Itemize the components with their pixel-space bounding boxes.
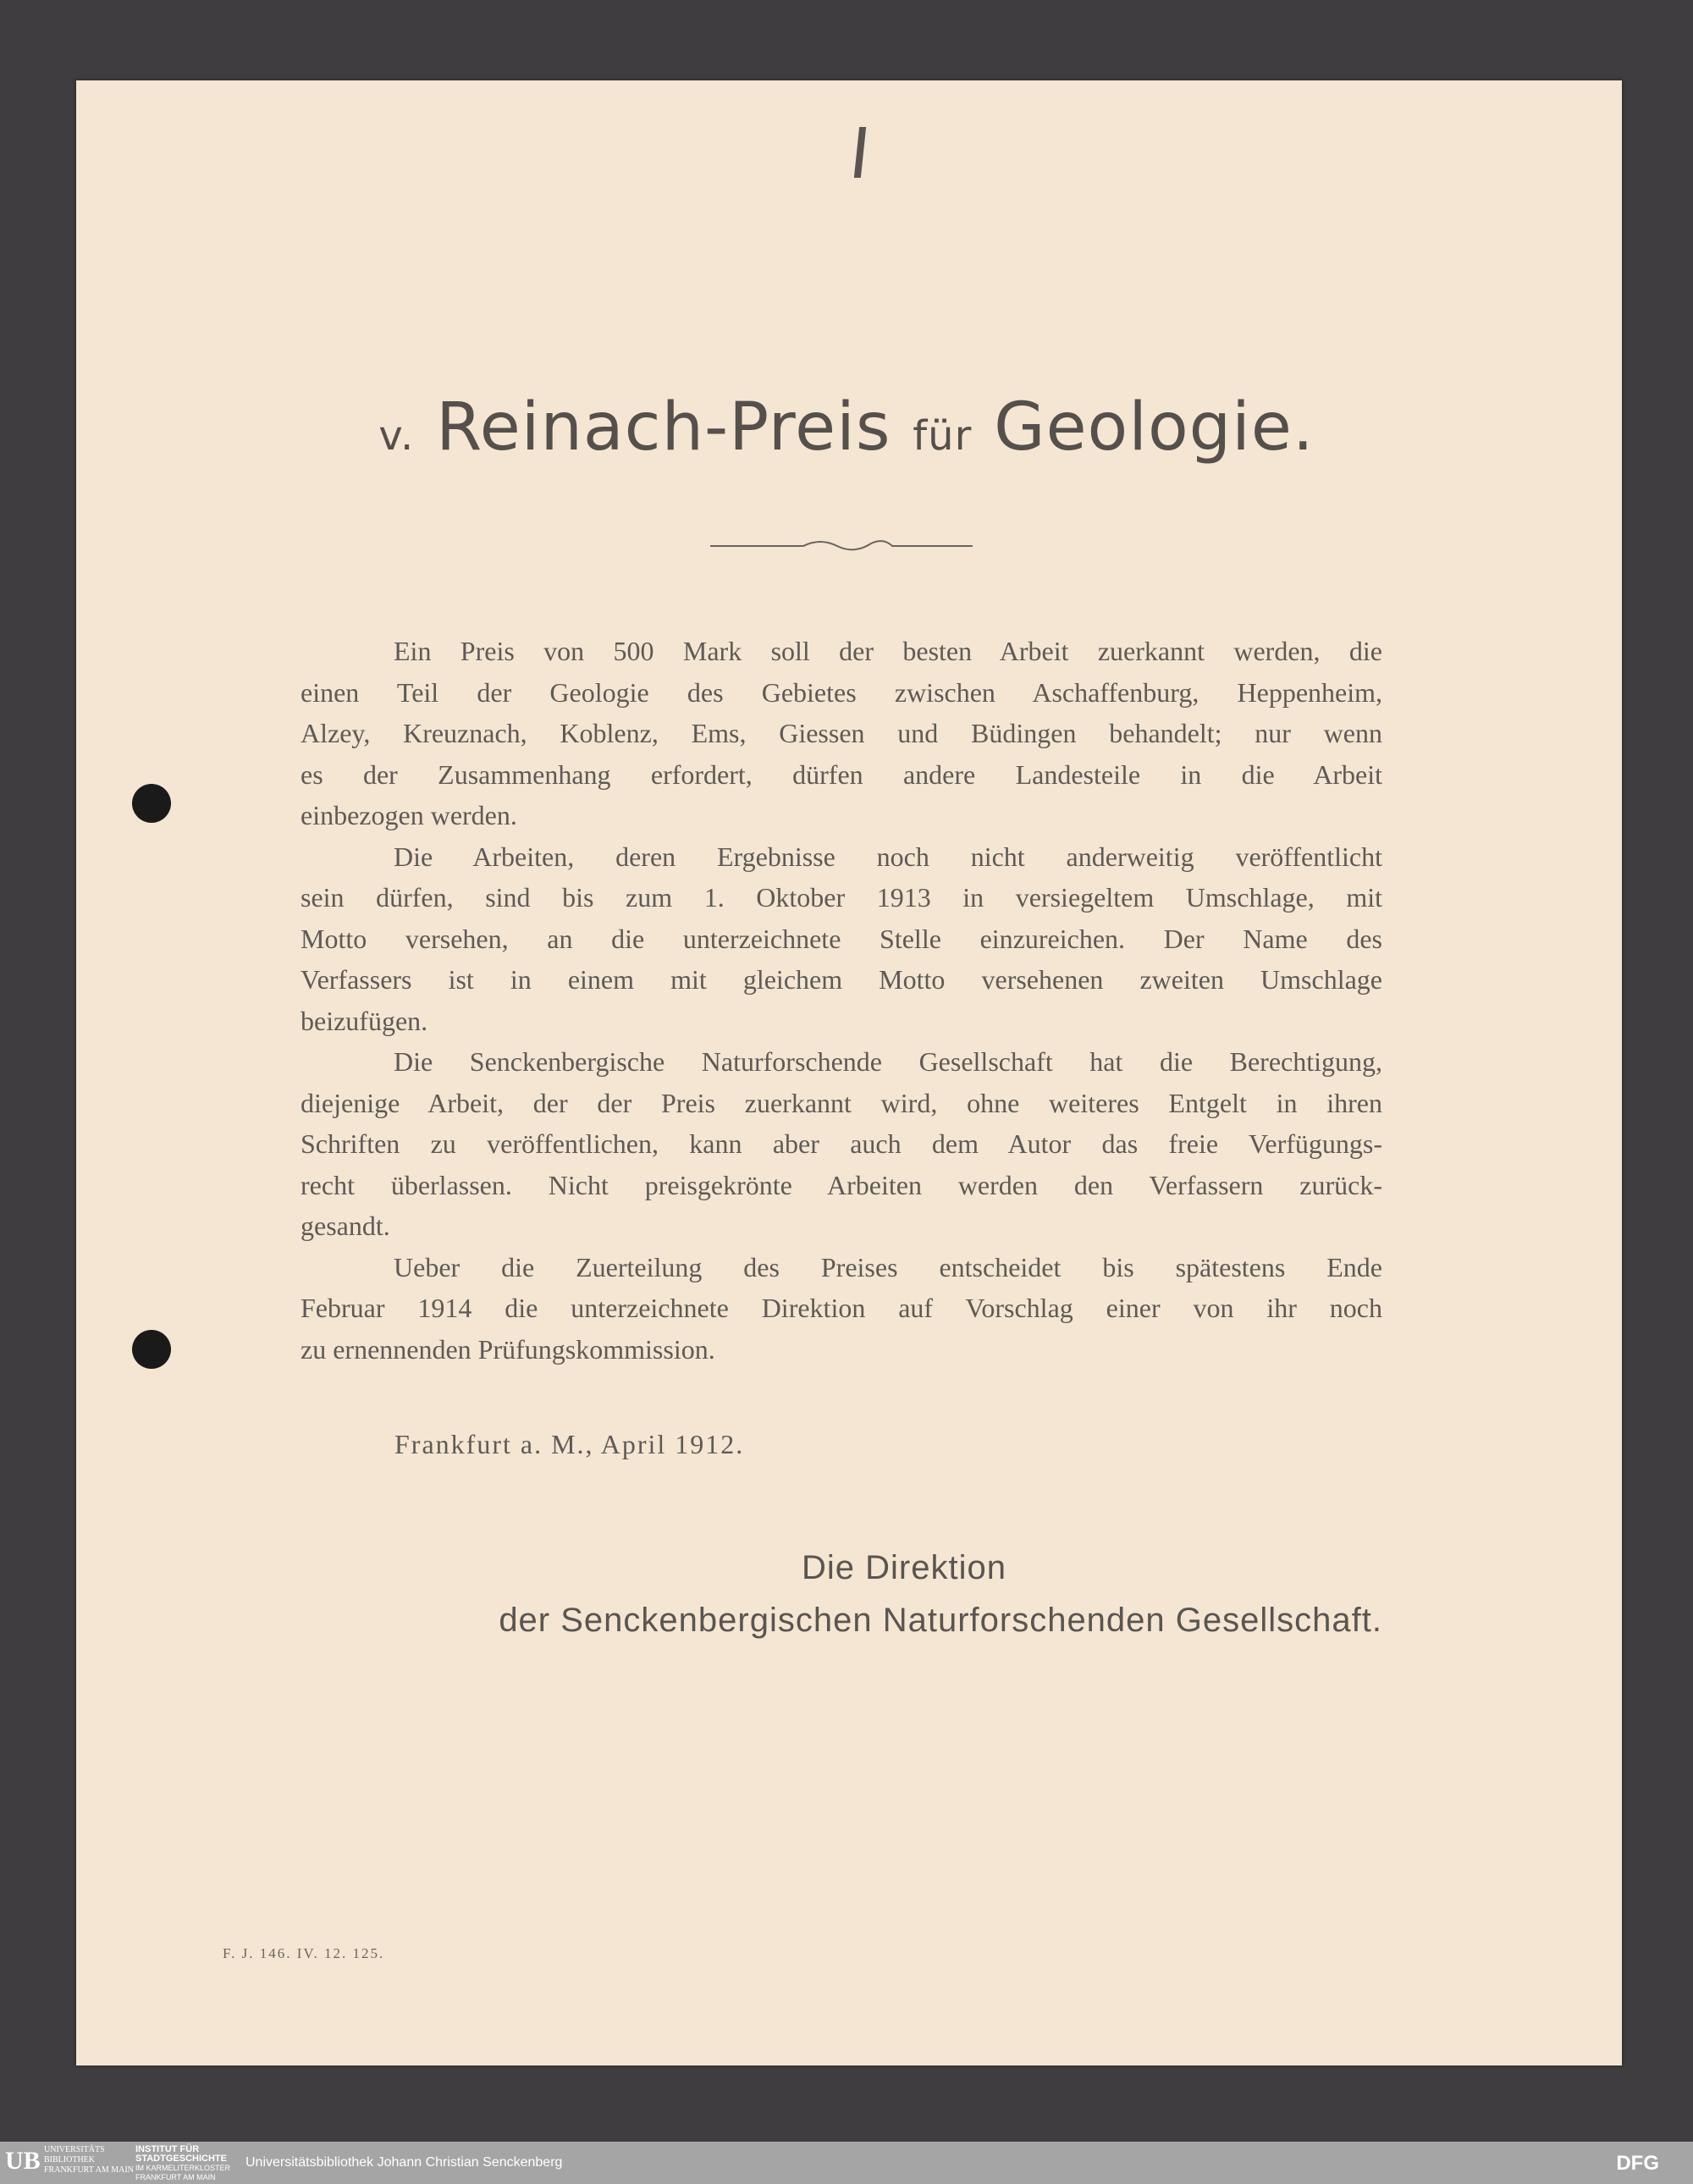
text-line: zu ernennenden Prüfungskommission. — [301, 1333, 715, 1365]
text-line: Ueber die Zuerteilung des Preises entscheidet bis spätestens Ende — [394, 1251, 1382, 1282]
print-code: F. J. 146. IV. 12. 125. — [223, 1945, 385, 1961]
text-line: Motto versehen, an die unterzeichnete Stelle einzureichen. Der Name des — [301, 923, 1382, 954]
isg-text-line: IM KARMELITERKLOSTER — [135, 2164, 231, 2172]
text-line: diejenige Arbeit, der der Preis zuerkannt wird, ohne weiteres Entgelt in ihren — [301, 1087, 1382, 1118]
footer-bar — [0, 2142, 1693, 2184]
punch-hole — [132, 1330, 171, 1369]
ub-text-line: UNIVERSITÄTS — [44, 2145, 105, 2154]
text-line: sein dürfen, sind bis zum 1. Oktober 1913 in versiegeltem Umschlage, mit — [301, 882, 1382, 913]
dfg-logo[interactable]: DFG — [1616, 2152, 1659, 2175]
text-line: beizufügen. — [301, 1005, 428, 1036]
text-line: recht überlassen. Nicht preisgekrönte Arbeiten werden den Verfassern zurück- — [301, 1169, 1382, 1200]
punch-hole — [132, 784, 171, 823]
document-body — [301, 631, 1382, 1370]
text-line: gesandt. — [301, 1211, 390, 1241]
text-line: Schriften zu veröffentlichen, kann aber auch dem Autor das freie Verfügungs- — [301, 1128, 1382, 1159]
isg-text-line: STADTGESCHICHTE — [135, 2154, 227, 2164]
place-date: Frankfurt a. M., April 1912. — [394, 1429, 745, 1459]
ub-text-line: FRANKFURT AM MAIN — [44, 2165, 134, 2175]
text-line: Alzey, Kreuznach, Koblenz, Ems, Giessen und Büdingen behandelt; nur wenn — [301, 718, 1382, 748]
ornament-divider — [710, 533, 973, 559]
isg-text-line: FRANKFURT AM MAIN — [135, 2173, 216, 2181]
text-line: Die Senckenbergische Naturforschende Gesellschaft hat die Berechtigung, — [394, 1046, 1382, 1077]
text-line: Februar 1914 die unterzeichnete Direktion auf Vorschlag einer von ihr noch — [301, 1293, 1382, 1323]
text-line: Verfassers ist in einem mit gleichem Motto versehenen zweiten Umschlage — [301, 964, 1382, 995]
document-title: v. Reinach-Preis für Geologie. — [378, 389, 1315, 466]
text-line: es der Zusammenhang erfordert, dürfen andere Landesteile in die Arbeit — [301, 758, 1382, 790]
ub-logo-text — [44, 2145, 134, 2176]
text-line: Ein Preis von 500 Mark soll der besten Arbeit zuerkannt werden, die — [394, 636, 1382, 666]
isg-logo[interactable] — [135, 2145, 230, 2182]
text-line: Die Arbeiten, deren Ergebnisse noch nicht anderweitig veröffentlicht — [394, 841, 1382, 872]
isg-text-line: INSTITUT FÜR — [135, 2144, 200, 2154]
ub-text-line: BIBLIOTHEK — [44, 2155, 95, 2165]
library-name: Universitätsbibliothek Johann Christian Senckenberg — [245, 2155, 563, 2170]
signature-line-2: der Senckenbergischen Naturforschenden Gesellschaft. — [499, 1602, 1382, 1639]
text-line: einen Teil der Geologie des Gebietes zwischen Aschaffenburg, Heppenheim, — [301, 676, 1382, 708]
ub-logo[interactable]: UB — [5, 2147, 41, 2175]
text-line: einbezogen werden. — [301, 800, 517, 830]
signature-line-1: Die Direktion — [802, 1549, 1006, 1586]
